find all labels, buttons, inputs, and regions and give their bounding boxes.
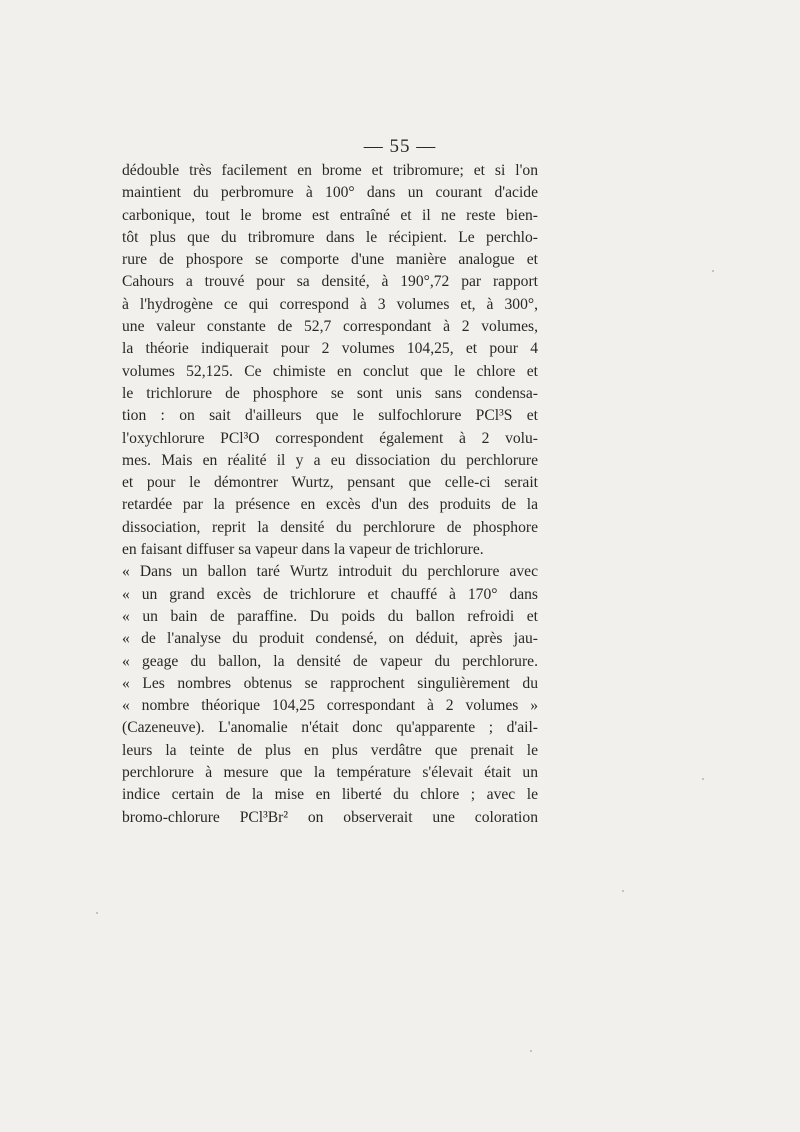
- text-line: « Les nombres obtenus se rapprochent singulièrement du: [122, 674, 538, 692]
- text-line: à l'hydrogène ce qui correspond à 3 volumes et, à 300°,: [122, 295, 538, 313]
- text-line: indice certain de la mise en liberté du chlore ; avec le: [122, 786, 538, 804]
- text-line: « nombre théorique 104,25 correspondant à 2 volumes »: [122, 697, 538, 715]
- text-line: l'oxychlorure PCl³O correspondent également à 2 volu-: [122, 429, 538, 447]
- text-line: mes. Mais en réalité il y a eu dissociation du perchlorure: [122, 451, 538, 469]
- text-line: « un grand excès de trichlorure et chauffé à 170° dans: [122, 585, 538, 603]
- text-line: dissociation, reprit la densité du perchlorure de phosphore: [122, 518, 538, 536]
- text-line: la théorie indiquerait pour 2 volumes 104,25, et pour 4: [122, 340, 538, 358]
- text-line: volumes 52,125. Ce chimiste en conclut que le chlore et: [122, 362, 538, 380]
- paper-speck: [622, 890, 624, 892]
- text-line: bromo-chlorure PCl³Br² on observerait une coloration: [122, 808, 538, 826]
- text-line: dédouble très facilement en brome et tribromure; et si l'on: [122, 162, 538, 179]
- text-line: (Cazeneuve). L'anomalie n'était donc qu'apparente ; d'ail-: [122, 719, 538, 737]
- text-line: carbonique, tout le brome est entraîné et il ne reste bien-: [122, 206, 538, 224]
- text-line: « Dans un ballon taré Wurtz introduit du perchlorure avec: [122, 563, 538, 581]
- paper-speck: [530, 1050, 532, 1052]
- text-line: maintient du perbromure à 100° dans un courant d'acide: [122, 184, 538, 202]
- text-line: « de l'analyse du produit condensé, on déduit, après jau-: [122, 630, 538, 648]
- paper-speck: [712, 270, 714, 272]
- text-line: tôt plus que du tribromure dans le récipient. Le perchlo-: [122, 228, 538, 246]
- text-line: perchlorure à mesure que la température s'élevait était un: [122, 764, 538, 782]
- text-line: une valeur constante de 52,7 correspondant à 2 volumes,: [122, 318, 538, 336]
- text-line: rure de phospore se comporte d'une manière analogue et: [122, 251, 538, 269]
- text-line: le trichlorure de phosphore se sont unis sans condensa-: [122, 384, 538, 402]
- text-line: en faisant diffuser sa vapeur dans la vapeur de trichlorure.: [122, 541, 484, 559]
- text-line: « un bain de paraffine. Du poids du ballon refroidi et: [122, 607, 538, 625]
- body-text: [122, 160, 538, 829]
- paper-speck: [702, 778, 704, 780]
- text-line: et pour le démontrer Wurtz, pensant que celle-ci serait: [122, 474, 538, 492]
- text-line: leurs la teinte de plus en plus verdâtre que prenait le: [122, 741, 538, 759]
- paper-speck: [96, 912, 98, 914]
- text-line: « geage du ballon, la densité de vapeur du perchlorure.: [122, 652, 538, 670]
- text-line: retardée par la présence en excès d'un des produits de la: [122, 496, 538, 514]
- page-number: — 55 —: [363, 136, 437, 157]
- text-line: tion : on sait d'ailleurs que le sulfochlorure PCl³S et: [122, 407, 538, 425]
- text-line: Cahours a trouvé pour sa densité, à 190°,72 par rapport: [122, 273, 538, 291]
